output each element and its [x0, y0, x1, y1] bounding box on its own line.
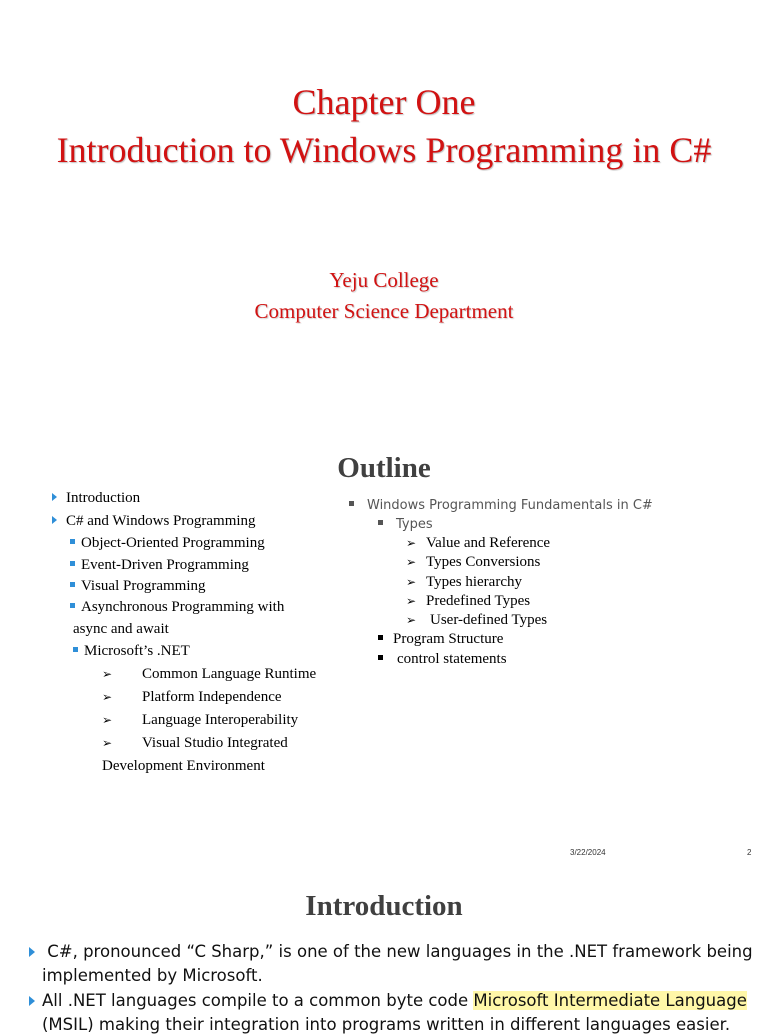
outline-item-interop: ➢ Language Interoperability	[102, 712, 299, 728]
bullet-triangle-icon	[52, 516, 57, 524]
intro-bullet-1: C#, pronounced “C Sharp,” is one of the new languages in the .NET framework being	[47, 942, 753, 961]
chapter-title: Chapter One	[292, 82, 476, 122]
title-slide	[0, 0, 768, 430]
bullet-square-icon	[70, 582, 75, 587]
bullet-square-icon	[70, 603, 75, 608]
bullet-square-icon	[378, 655, 383, 660]
outline-item-oop: Object-Oriented Programming	[70, 534, 265, 553]
bullet-triangle-icon	[52, 493, 57, 501]
outline-slide	[0, 440, 768, 870]
outline-title: Outline	[337, 452, 431, 484]
arrow-bullet-icon: ➢	[102, 667, 113, 681]
bullet-square-icon	[378, 520, 383, 525]
outline-item-value-ref: ➢ Value and Reference	[406, 535, 551, 551]
department-name: Computer Science Department	[254, 299, 514, 323]
bullet-square-icon	[70, 561, 75, 566]
slide-number: 2	[747, 848, 752, 857]
outline-item-event-driven: Event-Driven Programming	[70, 556, 249, 575]
bullet-square-icon	[378, 635, 383, 640]
bullet-square-icon	[349, 501, 354, 506]
outline-item-platform: ➢ Platform Independence	[102, 689, 282, 705]
arrow-bullet-icon: ➢	[102, 713, 113, 727]
outline-item-introduction: Introduction	[52, 489, 140, 508]
bullet-triangle-icon	[29, 996, 35, 1006]
arrow-bullet-icon: ➢	[406, 575, 417, 589]
slide-date: 3/22/2024	[570, 848, 606, 857]
outline-item-vside-cont: Development Environment	[102, 758, 265, 774]
outline-item-user-defined: ➢ User-defined Types	[406, 612, 548, 628]
chapter-subtitle: Introduction to Windows Programming in C#	[56, 130, 712, 170]
bullet-square-icon	[70, 539, 75, 544]
outline-item-structure: Program Structure	[378, 630, 503, 649]
outline-item-clr: ➢ Common Language Runtime	[102, 666, 317, 682]
intro-bullet-2-cont: (MSIL) making their integration into programs written in different languages easier.	[42, 1015, 731, 1034]
outline-item-fundamentals: Windows Programming Fundamentals in C#	[349, 496, 653, 515]
outline-item-dotnet: Microsoft’s .NET	[73, 642, 190, 661]
arrow-bullet-icon: ➢	[406, 536, 417, 550]
arrow-bullet-icon: ➢	[102, 690, 113, 704]
outline-item-async-cont: async and await	[73, 621, 169, 637]
outline-item-csharp-windows: C# and Windows Programming	[52, 512, 256, 531]
outline-item-hierarchy: ➢ Types hierarchy	[406, 574, 522, 590]
institution-name: Yeju College	[329, 268, 439, 292]
bullet-square-icon	[73, 647, 78, 652]
outline-item-vside: ➢ Visual Studio Integrated	[102, 735, 288, 751]
outline-item-visual: Visual Programming	[70, 577, 206, 596]
outline-item-async: Asynchronous Programming with	[70, 598, 284, 617]
intro-bullet-1-cont: implemented by Microsoft.	[42, 966, 263, 985]
outline-item-control: control statements	[378, 650, 507, 669]
arrow-bullet-icon: ➢	[406, 594, 417, 608]
introduction-slide	[0, 870, 768, 1034]
introduction-title: Introduction	[305, 890, 463, 922]
outline-item-predefined: ➢ Predefined Types	[406, 593, 531, 609]
outline-item-conversions: ➢ Types Conversions	[406, 554, 541, 570]
arrow-bullet-icon: ➢	[406, 613, 417, 627]
intro-bullet-2: All .NET languages compile to a common byte code Microsoft Intermediate Language	[42, 991, 747, 1010]
outline-item-types: Types	[378, 515, 433, 534]
bullet-triangle-icon	[29, 947, 35, 957]
arrow-bullet-icon: ➢	[406, 555, 417, 569]
arrow-bullet-icon: ➢	[102, 736, 113, 750]
highlighted-term: Microsoft Intermediate Language	[473, 991, 747, 1010]
